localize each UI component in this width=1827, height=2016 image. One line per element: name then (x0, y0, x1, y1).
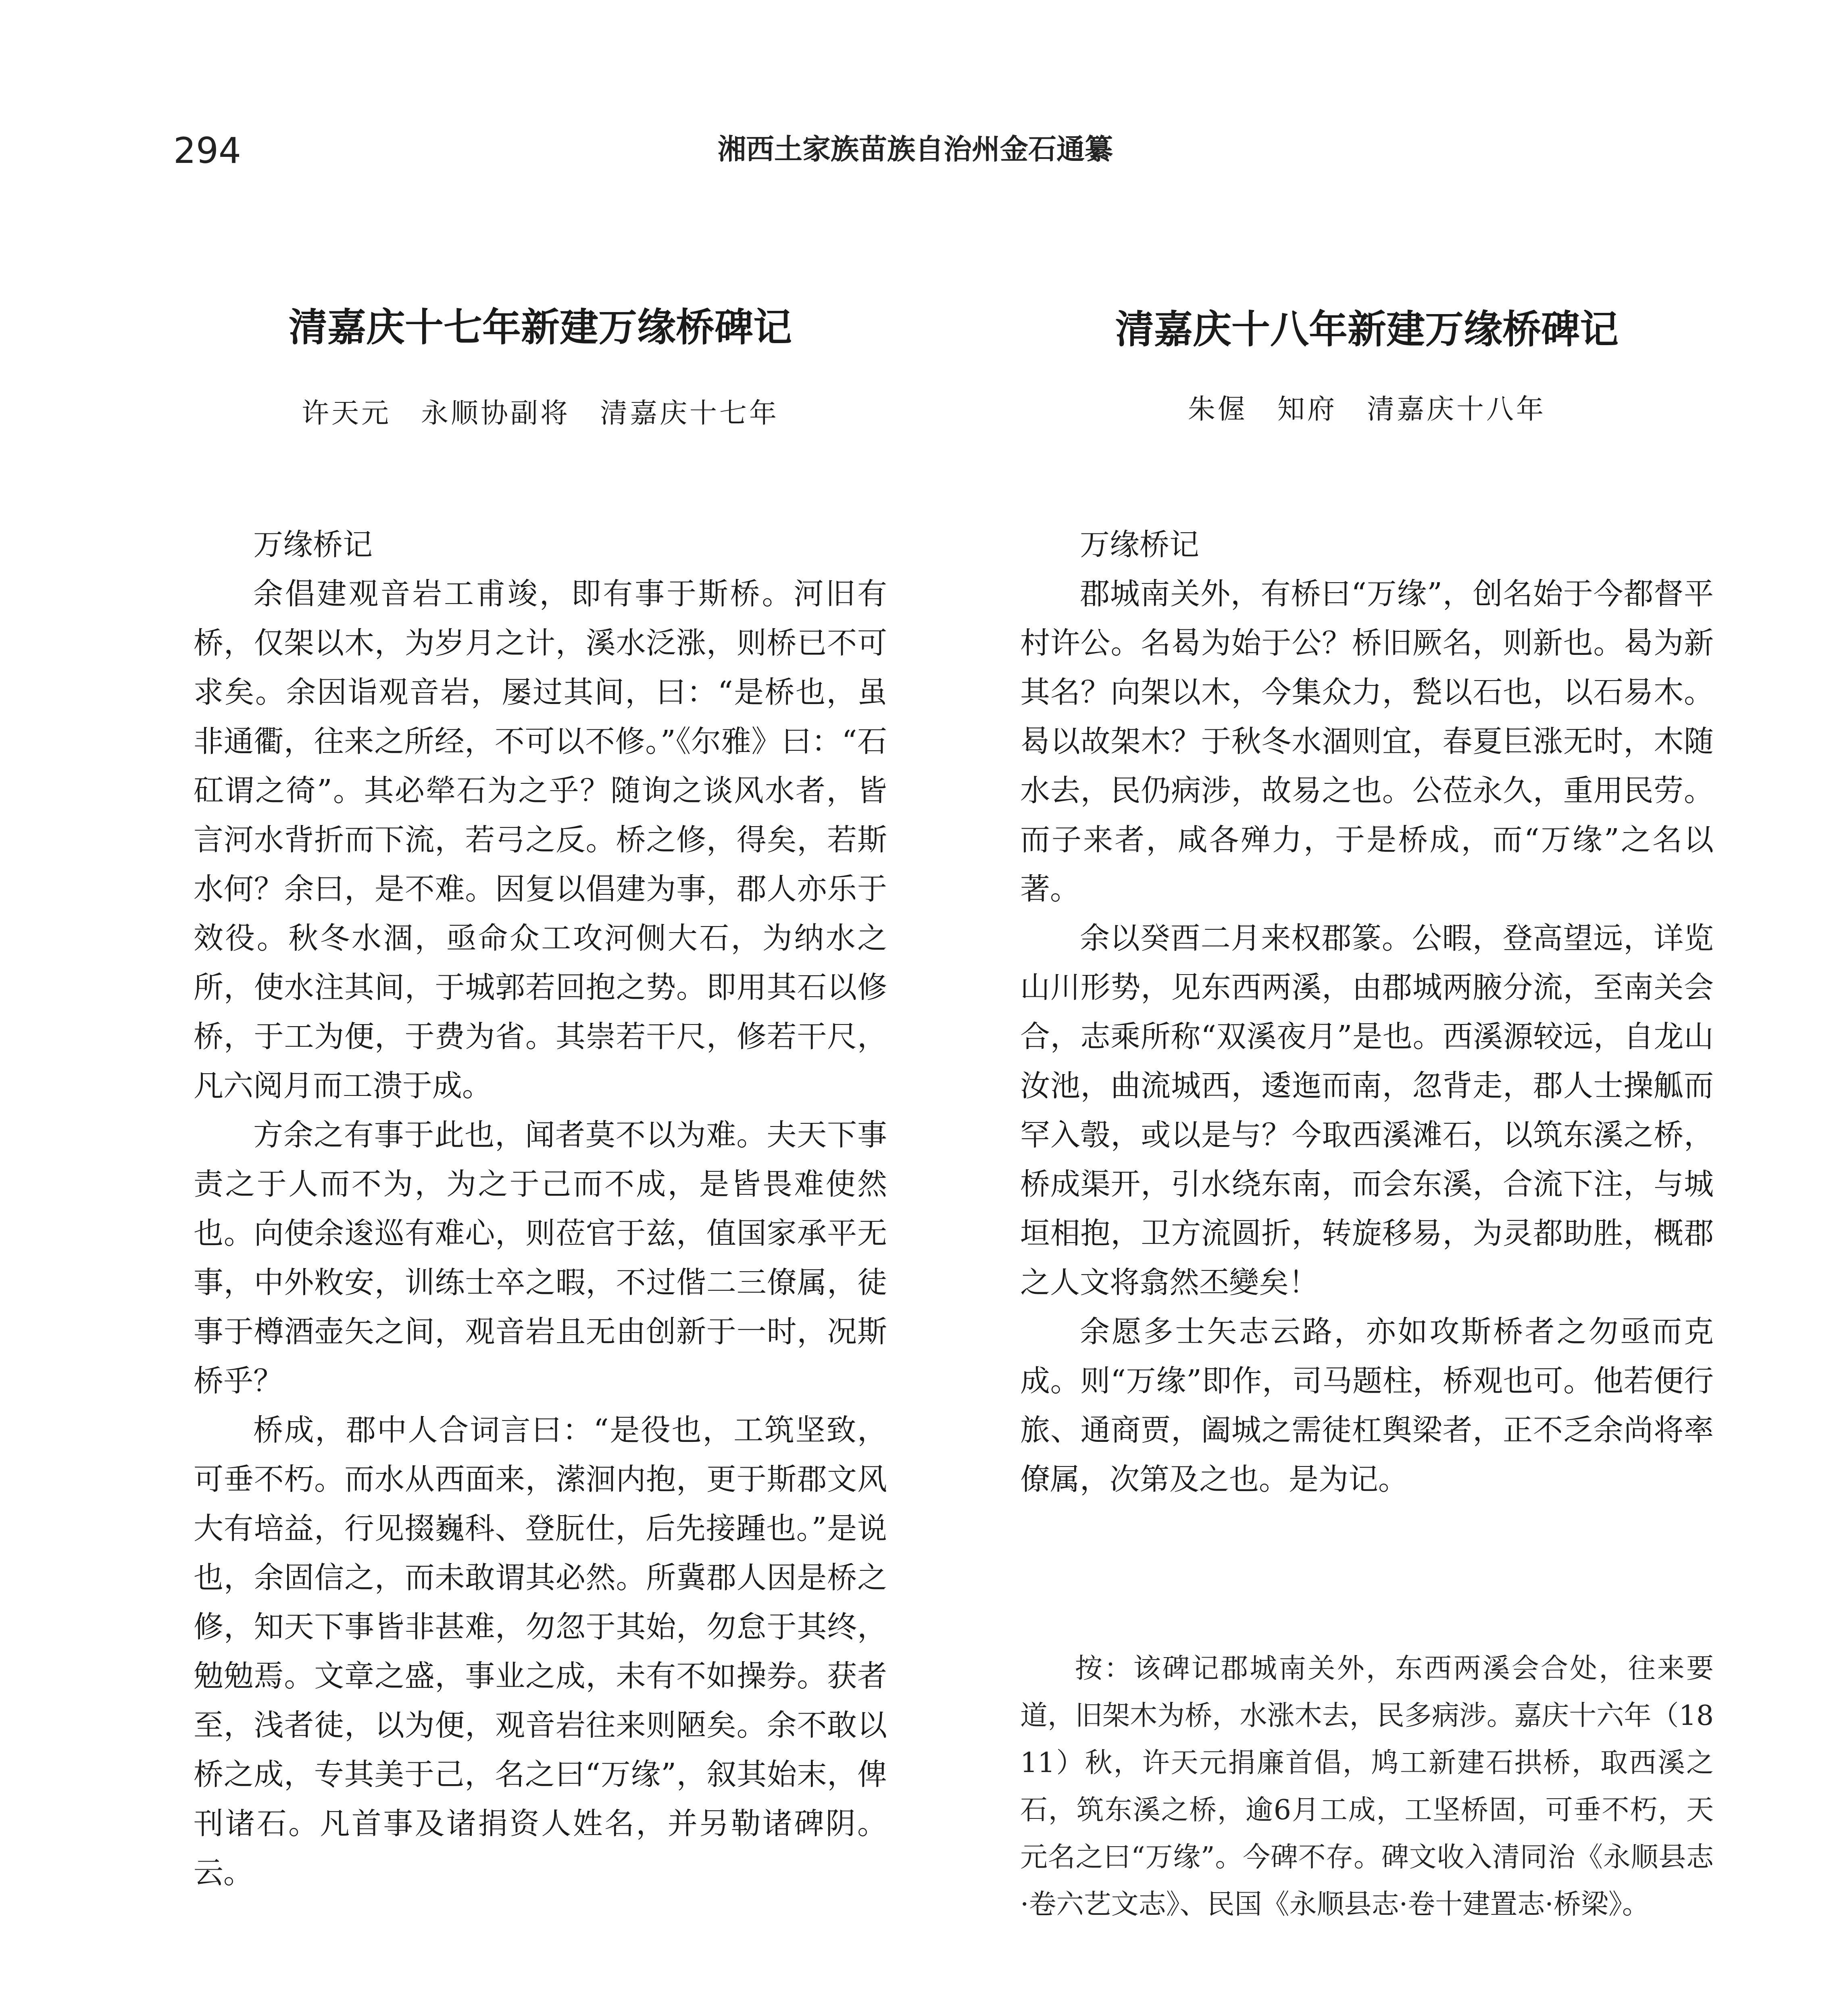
right-body-paragraph-3: 余愿多士矢志云路，亦如攻斯桥者之勿亟而克成。则“万缘”即作，司马题柱，桥观也可。他若便行旅、通商贾，阖城之需徒杠舆梁者，正不乏余尚将率僚属，次第及之也。是为记。 (1020, 1314, 1714, 1497)
left-body-paragraph-2: 方余之有事于此也，闻者莫不以为难。夫天下事责之于人而不为，为之于己而不成，是皆畏难使然也。向使余逡巡有难心，则莅官于兹，值国家承平无事，中外敉安，训练士卒之暇，不过偕二三僚属，徒事于樽酒壶矢之间，观音岩且无由创新于一时，况斯桥乎？ (194, 1118, 887, 1398)
right-article-body (1020, 520, 1714, 1504)
right-body-paragraph-1: 郡城南关外，有桥曰“万缘”，创名始于今都督平村许公。名曷为始于公？桥旧厥名，则新也。曷为新其名？向架以木，今集众力，甃以石也，以石易木。曷以故架木？于秋冬水涸则宜，春夏巨涨无时，木随水去，民仍病涉，故易之也。公莅永久，重用民劳。而子来者，咸各殚力，于是桥成，而“万缘”之名以著。 (1020, 577, 1714, 906)
right-editor-note (1020, 1645, 1714, 1928)
right-body-paragraph-2: 余以癸酉二月来权郡篆。公暇，登高望远，详览山川形势，见东西两溪，由郡城两腋分流，至南关会合，志乘所称“双溪夜月”是也。西溪源较远，自龙山汝池，曲流城西，逶迤而南，忽背走，郡人士操觚而罕入彀，或以是与？今取西溪滩石，以筑东溪之桥，桥成渠开，引水绕东南，而会东溪，合流下注，与城垣相抱，卫方流圆折，转旋移易，为灵都助胜，概郡之人文将翕然丕變矣！ (1020, 921, 1714, 1300)
right-article-title: 清嘉庆十八年新建万缘桥碑记 (1115, 307, 1619, 352)
page-number: 294 (173, 130, 241, 171)
left-body-paragraph-3: 桥成，郡中人合词言曰：“是役也，工筑坚致，可垂不朽。而水从西面来，潆洄内抱，更于斯郡文风大有培益，行见掇巍科、登朊仕，后先接踵也。”是说也，余固信之，而未敢谓其必然。所冀郡人因是桥之修，知天下事皆非甚难，勿忽于其始，勿怠于其终，勉勉焉。文章之盛，事业之成，未有不如操券。获者至，浅者徒，以为便，观音岩往来则陋矣。余不敢以桥之成，专其美于己，名之曰“万缘”，叙其始末，俾刊诸石。凡首事及诸捐资人姓名，并另勒诸碑阴。云。 (194, 1413, 887, 1890)
left-article-body (194, 520, 887, 1897)
left-article-title: 清嘉庆十七年新建万缘桥碑记 (289, 305, 792, 350)
left-article-byline: 许天元 永顺协副将 清嘉庆十七年 (301, 398, 779, 429)
left-body-heading: 万缘桥记 (253, 527, 373, 562)
left-body-paragraph-1: 余倡建观音岩工甫竣，即有事于斯桥。河旧有桥，仅架以木，为岁月之计，溪水泛涨，则桥已不可求矣。余因诣观音岩，屡过其间，曰：“是桥也，虽非通衢，往来之所经，不可以不修。”《尔雅》曰：“石矼谓之徛”。其必犖石为之乎？随询之谈风水者，皆言河水背折而下流，若弓之反。桥之修，得矣，若斯水何？余曰，是不难。因复以倡建为事，郡人亦乐于效役。秋冬水涸，亟命众工攻河侧大石，为纳水之所，使水注其间，于城郭若回抱之势。即用其石以修桥，于工为便，于费为省。其崇若干尺，修若干尺，凡六阅月而工溃于成。 (194, 577, 887, 1103)
right-body-heading: 万缘桥记 (1080, 527, 1199, 562)
right-note-text: 按：该碑记郡城南关外，东西两溪会合处，往来要道，旧架木为桥，水涨木去，民多病涉。嘉庆十六年（1811）秋，许天元捐廉首倡，鸠工新建石拱桥，取西溪之石，筑东溪之桥，逾6月工成，工坚桥固，可垂不朽，天元名之曰“万缘”。今碑不存。碑文收入清同治《永顺县志·卷六艺文志》、民国《永顺县志·卷十建置志·桥梁》。 (1020, 1653, 1714, 1920)
running-head: 湘西土家族苗族自治州金石通纂 (718, 133, 1113, 166)
right-article-byline: 朱偓 知府 清嘉庆十八年 (1187, 394, 1546, 425)
